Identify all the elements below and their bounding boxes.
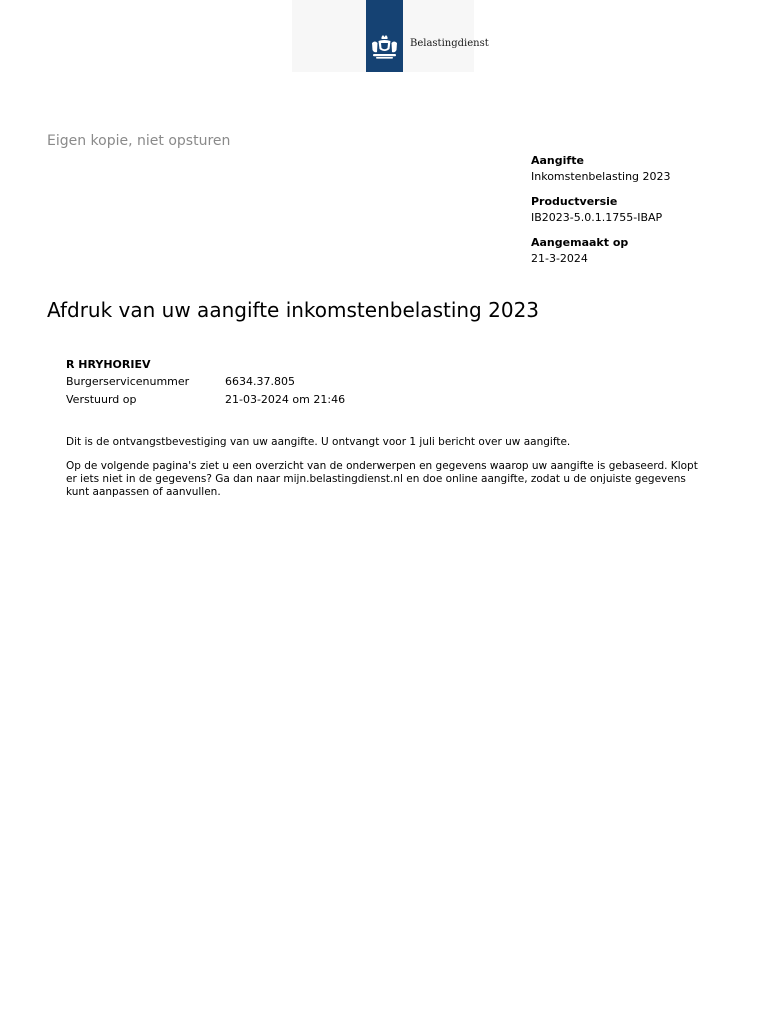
logo-text: Belastingdienst	[410, 38, 489, 49]
row-label: Burgerservicenummer	[66, 375, 190, 388]
meta-label: Aangifte	[531, 154, 584, 167]
page-title: Afdruk van uw aangifte inkomstenbelasting 2023	[47, 298, 540, 322]
row-value: 6634.37.805	[225, 375, 295, 388]
row-value: 21-03-2024 om 21:46	[225, 393, 346, 406]
confirmation-paragraph: Dit is de ontvangstbevestiging van uw aangifte. U ontvangt voor 1 juli bericht over uw aangifte.	[66, 436, 571, 448]
meta-aangemaakt-op	[531, 235, 751, 267]
copy-note: Eigen kopie, niet opsturen	[47, 133, 231, 149]
crest-icon	[369, 34, 400, 60]
overview-paragraph: Op de volgende pagina's ziet u een overzicht van de onderwerpen en gegevens waarop uw aangifte is gebaseerd. Klopt er iets niet in de gegevens? Ga dan naar mijn.belastingdienst.nl en doe online aangifte, zodat u de onjuiste gegevens kunt aanpassen of aanvullen.	[66, 460, 698, 498]
meta-block	[531, 153, 751, 276]
row-label: Verstuurd op	[66, 393, 137, 406]
logo-bar	[366, 0, 403, 72]
body-text	[66, 436, 706, 510]
meta-label: Productversie	[531, 195, 618, 208]
meta-value: 21-3-2024	[531, 252, 588, 265]
meta-productversie	[531, 194, 751, 226]
person-block	[66, 356, 706, 409]
person-name: R HRYHORIEV	[66, 358, 151, 371]
meta-value: IB2023-5.0.1.1755-IBAP	[531, 211, 663, 224]
meta-aangifte	[531, 153, 751, 185]
meta-value: Inkomstenbelasting 2023	[531, 170, 671, 183]
meta-label: Aangemaakt op	[531, 236, 629, 249]
person-row-verstuurd	[66, 391, 706, 409]
person-row-bsn	[66, 373, 706, 391]
